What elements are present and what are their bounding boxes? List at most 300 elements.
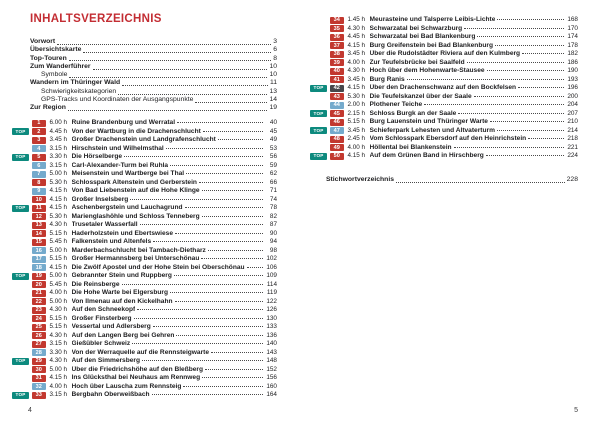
- top-tour-badge: TOP: [310, 153, 327, 160]
- page-number-right: 5: [574, 407, 578, 414]
- tour-title: Von Bad Liebenstein auf die Hohe Klinge: [71, 187, 200, 194]
- tour-page-number: 71: [269, 187, 277, 194]
- tour-title: Ins Glücksthal bei Neuhaus am Rennweg: [71, 374, 201, 381]
- toc-entry-page: 14: [269, 96, 277, 104]
- tour-entry: [12, 230, 277, 239]
- tour-title: Burg Lauenstein und Thüringer Warte: [369, 118, 488, 125]
- dotted-leader: [69, 77, 267, 78]
- tour-duration: 3.30 h: [49, 153, 68, 160]
- tour-number-badge: 2: [32, 128, 46, 135]
- dotted-leader: [203, 131, 263, 132]
- tour-number-badge: 30: [32, 366, 46, 373]
- tour-number-badge: 50: [330, 153, 344, 160]
- dotted-leader: [218, 139, 263, 140]
- tour-number-badge: 46: [330, 119, 344, 126]
- index-entry-page: 228: [566, 176, 578, 183]
- tour-page-number: 196: [567, 84, 578, 91]
- toc-entry: [30, 104, 277, 112]
- toc-entry: [30, 79, 277, 87]
- dotted-leader: [497, 19, 564, 20]
- tour-duration: 4.15 h: [49, 374, 68, 381]
- tour-entry: [12, 170, 277, 179]
- tour-page-number: 174: [567, 33, 578, 40]
- dotted-leader: [153, 241, 263, 242]
- top-tour-badge: TOP: [12, 205, 29, 212]
- toc-entry-label: Zur Region: [30, 104, 66, 112]
- tour-page-number: 136: [266, 331, 277, 339]
- tour-number-badge: 37: [330, 42, 344, 49]
- dotted-leader: [490, 121, 564, 122]
- tour-number-badge: 34: [330, 17, 344, 24]
- tour-duration: 4.45 h: [347, 33, 366, 40]
- tour-page-number: 56: [269, 153, 277, 160]
- tour-number-badge: 43: [330, 93, 344, 100]
- tour-page-number: 59: [269, 161, 277, 169]
- dotted-leader: [166, 148, 263, 149]
- tour-page-number: 90: [269, 229, 277, 237]
- tour-title: Vessertal und Adlersberg: [71, 323, 151, 330]
- tour-page-number: 143: [266, 348, 277, 356]
- tour-title: Bergbahn Oberweißbach: [71, 391, 150, 398]
- tour-entry: [310, 152, 578, 161]
- dotted-leader: [177, 122, 263, 123]
- tour-number-badge: 44: [330, 102, 344, 109]
- toc-entry-page: 10: [269, 71, 277, 79]
- tour-title: Carl-Alexander-Turm bei Ruhla: [71, 161, 169, 169]
- tour-page-number: 168: [567, 16, 578, 23]
- toc-entry-label: Vorwort: [30, 38, 56, 45]
- tour-number-badge: 49: [330, 144, 344, 151]
- tour-duration: 2.45 h: [347, 135, 366, 142]
- tour-title: Schloss Burgk an der Saale: [369, 109, 457, 117]
- tour-page-number: 204: [567, 101, 578, 108]
- dotted-leader: [185, 207, 263, 208]
- tour-duration: 4.15 h: [49, 204, 68, 211]
- tour-entry: [310, 76, 578, 85]
- top-tour-badge: TOP: [310, 85, 327, 92]
- dotted-leader: [424, 104, 564, 105]
- dotted-leader: [454, 147, 564, 148]
- dotted-leader: [528, 138, 564, 139]
- tour-page-number: 224: [567, 152, 578, 159]
- tour-entry: [12, 247, 277, 256]
- tour-title: Vom Schlosspark Ebersdorf auf den Heinrichstein: [369, 135, 527, 142]
- tour-entry: [310, 144, 578, 153]
- dotted-leader: [175, 301, 264, 302]
- dotted-leader: [134, 318, 263, 319]
- tour-page-number: 53: [269, 144, 277, 152]
- dotted-leader: [68, 110, 268, 111]
- tour-title: Großer Drachenstein und Landgrafenschlucht: [71, 136, 216, 143]
- tour-duration: 4.00 h: [347, 143, 366, 151]
- tour-entry: [12, 272, 277, 281]
- toc-entry-page: 8: [273, 54, 277, 62]
- tour-page-number: 164: [266, 391, 277, 398]
- tour-title: Trusetaler Wasserfall: [71, 221, 138, 228]
- tour-number-badge: 24: [32, 315, 46, 322]
- tour-duration: 3.15 h: [49, 391, 68, 398]
- tour-page-number: 98: [269, 246, 277, 254]
- tour-entry: [12, 298, 277, 307]
- tour-title: Gießübler Schweiz: [71, 340, 131, 347]
- tour-page-number: 62: [269, 170, 277, 177]
- tour-page-number: 94: [269, 238, 277, 245]
- tour-duration: 5.15 h: [49, 323, 68, 330]
- dotted-leader: [247, 267, 263, 268]
- dotted-leader: [142, 360, 263, 361]
- tour-title: Zur Teufelsbrücke bei Saalfeld: [369, 58, 465, 66]
- tour-title: Die Hohe Warte bei Elgersburg: [71, 289, 168, 296]
- tour-page-number: 119: [266, 289, 277, 296]
- tour-page-number: 182: [567, 50, 578, 57]
- tour-number-badge: 10: [32, 196, 46, 203]
- tour-entry: [12, 153, 277, 162]
- dotted-leader: [464, 28, 564, 29]
- tour-entry: [310, 33, 578, 42]
- tour-number-badge: 25: [32, 324, 46, 331]
- tour-duration: 4.15 h: [49, 187, 68, 194]
- tour-title: Plothener Teiche: [369, 101, 423, 108]
- tour-entry: [12, 221, 277, 230]
- tour-page-number: 193: [567, 75, 578, 83]
- tour-duration: 4.15 h: [347, 152, 366, 159]
- tour-page-number: 133: [266, 323, 277, 330]
- tour-duration: 4.30 h: [49, 331, 68, 339]
- tour-page-number: 106: [266, 263, 277, 271]
- dotted-leader: [202, 216, 263, 217]
- tour-page-number: 156: [266, 374, 277, 381]
- tour-entry: [310, 84, 578, 93]
- tour-title: Von der Werraquelle auf die Rennsteigwarte: [71, 348, 210, 356]
- tour-entry: [12, 349, 277, 358]
- tour-page-number: 214: [567, 126, 578, 134]
- tour-duration: 4.15 h: [347, 41, 366, 49]
- tour-number-badge: 28: [32, 349, 46, 356]
- tour-entry: [310, 59, 578, 68]
- tour-number-badge: 45: [330, 110, 344, 117]
- dotted-leader: [202, 377, 263, 378]
- tour-duration: 3.15 h: [49, 340, 68, 347]
- tour-entry: [12, 366, 277, 375]
- tour-number-badge: 23: [32, 307, 46, 314]
- tour-number-badge: 13: [32, 222, 46, 229]
- tour-entry: [12, 289, 277, 298]
- tour-duration: 4.45 h: [49, 127, 68, 135]
- tour-page-number: 74: [269, 195, 277, 203]
- tour-page-number: 126: [266, 306, 277, 313]
- index-entry-row: [326, 176, 578, 185]
- dotted-leader: [487, 70, 564, 71]
- tour-duration: 2.15 h: [347, 109, 366, 117]
- tour-title: Aschenbergstein und Lauchagrund: [71, 204, 183, 211]
- tour-entry: [310, 101, 578, 110]
- tour-title: Auf den Schneekopf: [71, 306, 136, 313]
- tour-page-number: 130: [266, 314, 277, 322]
- dotted-leader: [396, 182, 565, 183]
- tour-duration: 3.45 h: [49, 136, 68, 143]
- tour-entry: [12, 213, 277, 222]
- tour-duration: 5.15 h: [49, 255, 68, 262]
- page-title: INHALTSVERZEICHNIS: [30, 13, 162, 25]
- dotted-leader: [486, 155, 564, 156]
- tour-page-number: 221: [567, 143, 578, 151]
- dotted-leader: [208, 250, 263, 251]
- toc-entry: [30, 46, 277, 54]
- tour-page-number: 109: [266, 272, 277, 279]
- tour-entry: [12, 238, 277, 247]
- tour-title: Großer Finsterberg: [71, 314, 132, 322]
- tour-duration: 4.30 h: [49, 357, 68, 364]
- dotted-leader: [174, 275, 263, 276]
- tour-number-badge: 17: [32, 256, 46, 263]
- tour-page-number: 114: [266, 280, 277, 288]
- tour-title: Großer Inselsberg: [71, 195, 129, 203]
- tour-duration: 2.00 h: [347, 101, 366, 108]
- tour-entry: [12, 162, 277, 171]
- tour-entry: [12, 264, 277, 273]
- tour-title: Ruine Brandenburg und Werratal: [71, 119, 176, 126]
- tour-number-badge: 6: [32, 162, 46, 169]
- dotted-leader: [122, 284, 263, 285]
- intro-list: [30, 38, 277, 113]
- tour-title: Schlosspark Altenstein und Gerberstein: [71, 178, 197, 186]
- tour-entry: [12, 255, 277, 264]
- tour-number-badge: 4: [32, 145, 46, 152]
- tour-page-number: 66: [269, 178, 277, 186]
- tour-duration: 5.00 h: [49, 272, 68, 279]
- dotted-leader: [522, 53, 564, 54]
- tour-title: Die Hörselberge: [71, 153, 123, 160]
- tour-entry: [12, 136, 277, 145]
- tour-page-number: 200: [567, 92, 578, 100]
- tour-number-badge: 8: [32, 179, 46, 186]
- tour-duration: 4.30 h: [49, 306, 68, 313]
- tour-number-badge: 7: [32, 171, 46, 178]
- toc-entry-label: Symbole: [41, 71, 68, 79]
- dotted-leader: [93, 69, 268, 70]
- tour-number-badge: 14: [32, 230, 46, 237]
- tour-number-badge: 27: [32, 341, 46, 348]
- tour-title: Auf den Simmersberg: [71, 357, 141, 364]
- tour-number-badge: 41: [330, 76, 344, 83]
- tour-duration: 3.45 h: [347, 75, 366, 83]
- tour-entry: [12, 391, 277, 400]
- tour-title: Haderholzstein und Ebertswiese: [71, 229, 173, 237]
- dotted-leader: [175, 233, 263, 234]
- toc-entry: [30, 88, 277, 96]
- tour-entry: [310, 50, 578, 59]
- tour-entry: [310, 118, 578, 127]
- tour-duration: 6.00 h: [49, 119, 68, 126]
- tour-number-badge: 19: [32, 273, 46, 280]
- tour-duration: 3.15 h: [49, 144, 68, 152]
- tour-duration: 4.30 h: [49, 221, 68, 228]
- dotted-leader: [124, 156, 263, 157]
- tour-page-number: 102: [266, 255, 277, 262]
- top-tour-badge: TOP: [12, 392, 29, 399]
- tour-page-number: 78: [269, 204, 277, 211]
- tour-page-number: 152: [266, 365, 277, 373]
- toc-entry-page: 11: [269, 79, 277, 87]
- dotted-leader: [57, 44, 271, 45]
- tour-duration: 5.15 h: [49, 229, 68, 237]
- tour-entry: [310, 67, 578, 76]
- tour-title: Die Teufelskanzel über der Saale: [369, 92, 472, 100]
- tour-title: Hoch über dem Hohenwarte-Stausee: [369, 67, 485, 74]
- dotted-leader: [132, 343, 263, 344]
- dotted-leader: [176, 335, 263, 336]
- tour-entry: [12, 119, 277, 128]
- tour-number-badge: 3: [32, 137, 46, 144]
- tour-duration: 5.45 h: [49, 238, 68, 245]
- tour-entry: [310, 110, 578, 119]
- tour-number-badge: 47: [330, 127, 344, 134]
- top-tour-badge: TOP: [12, 128, 29, 135]
- tour-duration: 4.15 h: [49, 263, 68, 271]
- dotted-leader: [137, 309, 263, 310]
- tour-title: Falkenstein und Altenfels: [71, 238, 152, 245]
- tour-duration: 5.15 h: [347, 118, 366, 125]
- dotted-leader: [140, 224, 263, 225]
- tour-entry: [12, 204, 277, 213]
- tour-number-badge: 1: [32, 120, 46, 127]
- dotted-leader: [407, 79, 564, 80]
- tour-title: Die Reinsberge: [71, 280, 120, 288]
- tour-duration: 5.30 h: [49, 212, 68, 220]
- tour-list-right: [310, 16, 578, 161]
- tour-duration: 1.45 h: [347, 16, 366, 23]
- tour-entry: [12, 315, 277, 324]
- tour-number-badge: 20: [32, 281, 46, 288]
- tour-title: Von der Wartburg in die Drachenschlucht: [71, 127, 201, 135]
- tour-title: Meurasteine und Talsperre Leibis-Lichte: [369, 16, 496, 23]
- tour-number-badge: 48: [330, 136, 344, 143]
- toc-entry-page: 3: [273, 38, 277, 45]
- tour-duration: 5.45 h: [49, 280, 68, 288]
- dotted-leader: [83, 52, 271, 53]
- tour-page-number: 40: [269, 119, 277, 126]
- tour-entry: [12, 281, 277, 290]
- tour-entry: [310, 135, 578, 144]
- dotted-leader: [69, 60, 271, 61]
- page-right: [300, 0, 600, 428]
- tour-page-number: 87: [269, 221, 277, 228]
- dotted-leader: [170, 292, 263, 293]
- toc-entry-label: GPS-Tracks und Koordinaten der Ausgangspunkte: [41, 96, 194, 104]
- dotted-leader: [195, 102, 267, 103]
- page-number-left: 4: [28, 407, 32, 414]
- tour-number-badge: 42: [330, 85, 344, 92]
- tour-number-badge: 21: [32, 290, 46, 297]
- dotted-leader: [170, 165, 263, 166]
- tour-title: Großer Hermannsberg bei Unterschönau: [71, 255, 200, 262]
- index-entry-label: Stichwortverzeichnis: [326, 176, 394, 183]
- dotted-leader: [153, 326, 263, 327]
- tour-duration: 5.30 h: [347, 92, 366, 100]
- tour-page-number: 190: [567, 67, 578, 74]
- tour-entry: [12, 357, 277, 366]
- top-tour-badge: TOP: [310, 110, 327, 117]
- dotted-leader: [467, 62, 564, 63]
- tour-duration: 5.00 h: [49, 365, 68, 373]
- toc-entry: [30, 63, 277, 71]
- toc-entry: [30, 55, 277, 63]
- dotted-leader: [495, 45, 564, 46]
- dotted-leader: [118, 94, 267, 95]
- tour-duration: 5.00 h: [49, 297, 68, 305]
- tour-page-number: 45: [269, 127, 277, 135]
- tour-entry: [12, 187, 277, 196]
- dotted-leader: [458, 113, 564, 114]
- tour-title: Hirschstein und Wilhelmsthal: [71, 144, 164, 152]
- tour-duration: 5.00 h: [49, 170, 68, 177]
- tour-number-badge: 18: [32, 264, 46, 271]
- dotted-leader: [477, 36, 564, 37]
- tour-title: Schwarzatal bei Bad Blankenburg: [369, 33, 476, 40]
- tour-number-badge: 15: [32, 239, 46, 246]
- tour-title: Über den Drachenschwanz auf den Bockfelsen: [369, 84, 517, 91]
- toc-entry-label: Top-Touren: [30, 54, 67, 62]
- tour-duration: 3.30 h: [49, 348, 68, 356]
- toc-entry-page: 6: [273, 46, 277, 54]
- dotted-leader: [474, 96, 564, 97]
- tour-title: Hoch über Lauscha zum Rennsteig: [71, 382, 182, 390]
- top-tour-badge: TOP: [310, 127, 327, 134]
- tour-page-number: 148: [266, 357, 277, 364]
- dotted-leader: [205, 369, 263, 370]
- tour-number-badge: 39: [330, 59, 344, 66]
- toc-entry-page: 19: [269, 104, 277, 112]
- tour-entry: [310, 16, 578, 25]
- toc-entry-label: Schwierigkeitskategorien: [41, 87, 117, 95]
- tour-title: Schwarzatal bei Schwarzburg: [369, 24, 463, 32]
- tour-number-badge: 26: [32, 332, 46, 339]
- top-tour-badge: TOP: [12, 154, 29, 161]
- tour-duration: 4.15 h: [49, 195, 68, 203]
- tour-list-left: [12, 119, 277, 400]
- tour-number-badge: 35: [330, 25, 344, 32]
- tour-title: Höllental bei Blankenstein: [369, 143, 452, 151]
- tour-entry: [12, 306, 277, 315]
- tour-number-badge: 40: [330, 68, 344, 75]
- tour-entry: [12, 340, 277, 349]
- toc-entry-label: Zum Wanderführer: [30, 62, 91, 70]
- tour-duration: 3.15 h: [49, 161, 68, 169]
- tour-entry: [310, 25, 578, 34]
- tour-entry: [310, 42, 578, 51]
- tour-duration: 4.00 h: [347, 58, 366, 66]
- tour-title: Auf dem Grünen Band in Hirschberg: [369, 152, 484, 159]
- tour-page-number: 49: [269, 136, 277, 143]
- top-tour-badge: TOP: [12, 358, 29, 365]
- tour-entry: [12, 145, 277, 154]
- tour-title: Marderbachschlucht bei Tambach-Dietharz: [71, 246, 206, 254]
- top-tour-badge: TOP: [12, 273, 29, 280]
- toc-entry: [30, 96, 277, 104]
- toc-entry-label: Wandern im Thüringer Wald: [30, 79, 121, 87]
- tour-number-badge: 36: [330, 34, 344, 41]
- tour-title: Von Ilmenau auf den Kickelhahn: [71, 297, 173, 305]
- tour-number-badge: 12: [32, 213, 46, 220]
- tour-entry: [12, 196, 277, 205]
- tour-duration: 3.45 h: [347, 50, 366, 57]
- tour-page-number: 140: [266, 340, 277, 347]
- tour-entry: [12, 383, 277, 392]
- tour-duration: 5.00 h: [49, 246, 68, 254]
- tour-number-badge: 33: [32, 392, 46, 399]
- tour-entry: [310, 127, 578, 136]
- tour-title: Die Zwölf Apostel und der Hohe Stein bei Oberschönau: [71, 263, 245, 271]
